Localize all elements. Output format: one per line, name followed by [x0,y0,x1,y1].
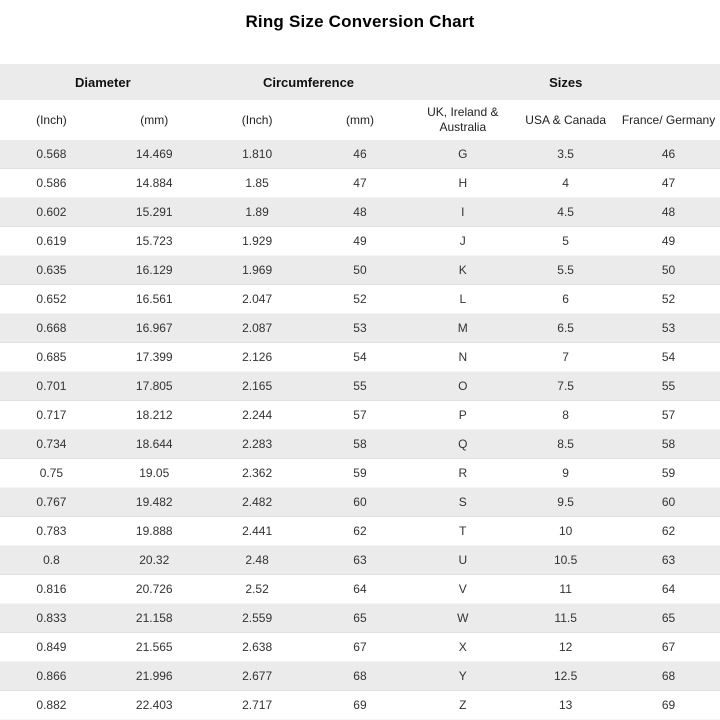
table-cell: M [457,321,468,335]
table-cell: 46 [661,147,676,161]
table-cell: 0.668 [36,321,67,335]
table-cell: 19.888 [135,524,173,538]
table-cell: 2.559 [242,611,273,625]
table-cell: 50 [353,263,367,277]
table-cell: 0.635 [36,263,67,277]
table-cell: W [457,611,469,625]
table-cell: 68 [353,669,367,683]
table-cell: 54 [661,350,676,364]
table-cell: 46 [353,147,367,161]
table-header [0,64,720,140]
table-row [0,372,720,401]
table-row [0,517,720,546]
table-cell: 47 [353,176,367,190]
table-cell: 0.619 [36,234,67,248]
table-row [0,256,720,285]
table-cell: 13 [558,698,573,712]
table-cell: 59 [353,466,367,480]
table-cell: 0.734 [36,437,67,451]
table-cell: 69 [353,698,367,712]
table-cell: 18.212 [135,408,173,422]
table-cell: 0.568 [36,147,67,161]
table-cell: 53 [661,321,676,335]
table-cell: 62 [661,524,676,538]
table-cell: 0.882 [36,698,67,712]
table-row [0,662,720,691]
table-cell: 2.165 [242,379,273,393]
table-cell: 2.126 [242,350,273,364]
table-cell: Y [458,669,467,683]
table-cell: P [458,408,467,422]
table-row [0,691,720,720]
table-cell: V [458,582,467,596]
table-cell: 58 [353,437,367,451]
table-row [0,343,720,372]
table-cell: 6 [562,292,569,306]
table-cell: 2.283 [242,437,273,451]
table-cell: 55 [353,379,367,393]
table-cell: 63 [661,553,676,567]
group-header-row [0,64,720,100]
table-cell: 5 [562,234,569,248]
table-cell: 9.5 [557,495,574,509]
ring-size-conversion-table [0,64,720,720]
table-row [0,314,720,343]
table-row [0,401,720,430]
table-cell: 2.087 [242,321,273,335]
table-cell: 0.866 [36,669,67,683]
table-cell: 0.652 [36,292,67,306]
table-cell: 2.677 [242,669,273,683]
table-cell: 12.5 [553,669,578,683]
page-title: Ring Size Conversion Chart [245,12,475,31]
table-row [0,169,720,198]
table-cell: 2.48 [245,553,269,567]
table-cell: 4.5 [557,205,574,219]
table-cell: 16.561 [135,292,173,306]
column-header-diameter-mm: (mm) [103,100,206,140]
table-cell: 50 [661,263,676,277]
table-cell: 14.884 [135,176,173,190]
table-cell: 49 [353,234,367,248]
table-cell: 67 [661,640,676,654]
table-cell: 2.244 [242,408,273,422]
table-cell: 64 [661,582,676,596]
table-cell: 1.85 [245,176,269,190]
table-cell: 15.291 [135,205,173,219]
table-cell: 2.441 [242,524,273,538]
table-cell: 63 [353,553,367,567]
table-cell: 19.482 [135,495,173,509]
table-cell: 14.469 [135,147,173,161]
table-cell: 62 [353,524,367,538]
table-cell: 18.644 [135,437,173,451]
table-cell: 60 [353,495,367,509]
table-cell: 6.5 [557,321,574,335]
table-cell: 19.05 [139,466,170,480]
table-cell: 22.403 [135,698,173,712]
table-cell: 1.969 [242,263,273,277]
table-body [0,140,720,720]
table-cell: L [459,292,467,306]
column-group-sizes: Sizes [411,64,720,100]
table-cell: 53 [353,321,367,335]
column-group-circumference: Circumference [206,64,412,100]
table-cell: S [458,495,467,509]
table-cell: 8 [562,408,569,422]
table-cell: 10.5 [553,553,578,567]
table-cell: 52 [353,292,367,306]
table-cell: X [458,640,467,654]
column-header-france-germany: France/ Germany [617,100,720,140]
table-cell: 2.047 [242,292,273,306]
column-header-usa-canada: USA & Canada [514,100,617,140]
table-cell: 57 [661,408,676,422]
table-cell: H [458,176,468,190]
sub-header-row [0,100,720,140]
table-cell: 21.158 [135,611,173,625]
table-cell: O [458,379,468,393]
table-cell: 0.816 [36,582,67,596]
table-row [0,198,720,227]
table-cell: 58 [661,437,676,451]
table-cell: 20.32 [139,553,170,567]
table-cell: 59 [661,466,676,480]
table-cell: 47 [661,176,676,190]
table-row [0,633,720,662]
table-cell: 48 [661,205,676,219]
table-cell: 2.362 [242,466,273,480]
table-cell: 0.685 [36,350,67,364]
column-group-diameter: Diameter [0,64,206,100]
table-cell: 0.75 [39,466,64,480]
table-cell: 49 [661,234,676,248]
table-cell: 10 [558,524,573,538]
table-cell: 11 [559,582,572,596]
table-cell: 11.5 [554,611,577,625]
table-cell: 54 [353,350,367,364]
table-cell: N [458,350,468,364]
table-cell: R [458,466,468,480]
table-cell: K [458,263,467,277]
table-row [0,285,720,314]
column-header-diameter-inch: (Inch) [0,100,103,140]
table-cell: U [458,553,468,567]
table-cell: 0.833 [36,611,67,625]
table-cell: 7.5 [557,379,574,393]
table-cell: 0.783 [36,524,67,538]
table-cell: 16.967 [135,321,173,335]
table-cell: 0.767 [36,495,67,509]
table-cell: 2.638 [242,640,273,654]
table-row [0,140,720,169]
table-cell: 15.723 [135,234,173,248]
table-cell: 65 [353,611,367,625]
table-cell: 52 [661,292,676,306]
table-row [0,575,720,604]
table-cell: 68 [661,669,676,683]
table-cell: 2.482 [242,495,273,509]
table-cell: 60 [661,495,676,509]
table-cell: 17.399 [135,350,173,364]
table-cell: 21.996 [135,669,173,683]
table-cell: 1.929 [242,234,273,248]
table-cell: 2.717 [242,698,273,712]
table-cell: 65 [661,611,676,625]
table-cell: 0.717 [36,408,67,422]
table-row [0,604,720,633]
table-cell: Z [459,698,467,712]
table-cell: 55 [661,379,676,393]
table-cell: 16.129 [135,263,173,277]
table-cell: 7 [562,350,569,364]
table-cell: 8.5 [557,437,574,451]
table-row [0,227,720,256]
table-row [0,546,720,575]
column-header-circumference-mm: (mm) [309,100,412,140]
table-cell: 5.5 [557,263,574,277]
table-cell: 57 [353,408,367,422]
table-cell: T [459,524,467,538]
table-cell: 2.52 [245,582,269,596]
table-cell: 0.849 [36,640,67,654]
column-header-circumference-inch: (Inch) [206,100,309,140]
table-cell: 1.810 [242,147,273,161]
table-cell: 12 [558,640,573,654]
table-row [0,430,720,459]
table-cell: 20.726 [135,582,173,596]
table-cell: 64 [353,582,367,596]
table-cell: 3.5 [557,147,574,161]
table-cell: G [458,147,468,161]
table-cell: I [461,205,465,219]
table-cell: 4 [562,176,569,190]
table-cell: 69 [661,698,676,712]
column-header-uk-ireland-australia: UK, Ireland & Australia [411,100,514,140]
table-cell: 21.565 [135,640,173,654]
table-cell: 0.586 [36,176,67,190]
table-cell: 67 [353,640,367,654]
table-cell: 0.701 [36,379,67,393]
table-cell: 48 [353,205,367,219]
table-cell: Q [458,437,468,451]
table-cell: 0.602 [36,205,67,219]
table-cell: J [459,234,466,248]
table-cell: 1.89 [245,205,269,219]
table-row [0,488,720,517]
table-cell: 17.805 [135,379,173,393]
table-cell: 9 [562,466,569,480]
table-cell: 0.8 [43,553,60,567]
table-row [0,459,720,488]
